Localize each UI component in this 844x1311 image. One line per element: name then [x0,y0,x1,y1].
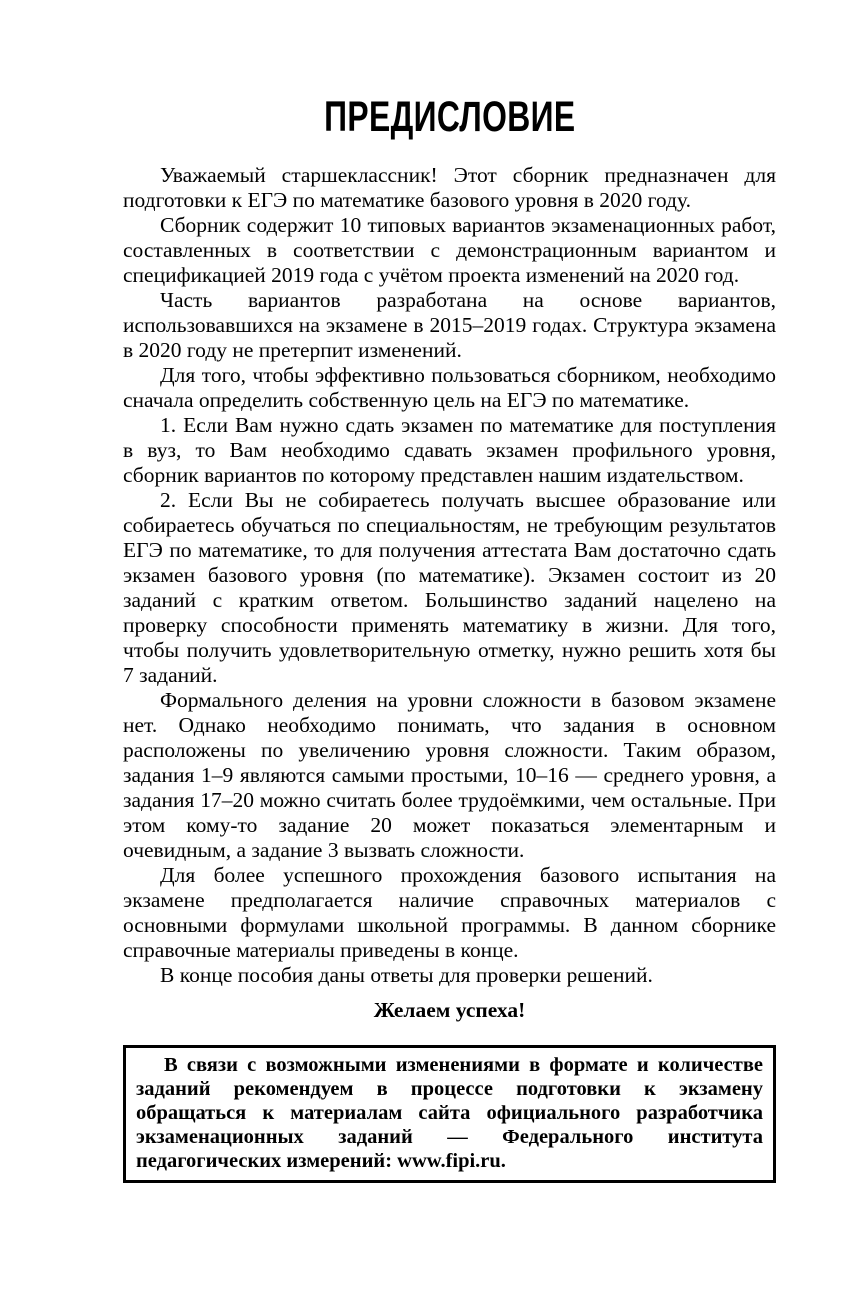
paragraph-structure: Часть вариантов разработана на основе вариантов, использовавшихся на экзамене в 2015–2019 годах. Структура экзамена в 2020 году не претерпит изменений. [123,288,776,362]
paragraph-intro: Уважаемый старшеклассник! Этот сборник предназначен для подготовки к ЕГЭ по математике базового уровня в 2020 году. [123,163,776,212]
preface-body [123,163,776,1023]
fipi-url: www.fipi.ru. [397,1150,506,1172]
paragraph-option-1: 1. Если Вам нужно сдать экзамен по математике для поступления в вуз, то Вам необходимо сдавать экзамен профильного уровня, сборник вариантов по которому представлен нашим издательством. [123,413,776,487]
preface-content [123,93,776,1183]
paragraph-option-2: 2. Если Вы не собираетесь получать высшее образование или собираетесь обучаться по специальностям, не требующим результатов ЕГЭ по математике, то для получения аттестата Вам достаточно сдать экзамен базового уровня (по математике). Экзамен состоит из 20 заданий с кратким ответом. Большинство заданий нацелено на проверку способности применять математику в жизни. Для того, чтобы получить удовлетворительную отметку, нужно решить хотя бы 7 заданий. [123,488,776,687]
paragraph-goal: Для того, чтобы эффективно пользоваться сборником, необходимо сначала определить собственную цель на ЕГЭ по математике. [123,363,776,412]
closing-wish: Желаем успеха! [373,998,526,1022]
paragraph-contents: Сборник содержит 10 типовых вариантов экзаменационных работ, составленных в соответствии с демонстрационным вариантом и спецификацией 2019 года с учётом проекта изменений на 2020 год. [123,213,776,287]
page-title [123,93,776,141]
notice-text-main: В связи с возможными изменениями в формате и количестве заданий рекомендуем в процессе подготовки к экзамену обращаться к материалам сайта официального разработчика экзаменационных заданий — Федерального института педагогических измерений: [136,1054,763,1172]
paragraph-answers: В конце пособия даны ответы для проверки решений. [160,963,653,987]
page-title-text: ПРЕДИСЛОВИЕ [323,93,576,141]
notice-box [123,1045,776,1183]
paragraph-reference: Для более успешного прохождения базового испытания на экзамене предполагается наличие справочных материалов с основными формулами школьной программы. В данном сборнике справочные материалы приведены в конце. [123,863,776,962]
notice-text [136,1053,763,1173]
paragraph-difficulty: Формального деления на уровни сложности в базовом экзамене нет. Однако необходимо понимать, что задания в основном расположены по увеличению уровня сложности. Таким образом, задания 1–9 являются самыми простыми, 10–16 — среднего уровня, а задания 17–20 можно считать более трудоёмкими, чем остальные. При этом кому-то задание 20 может показаться элементарным и очевидным, а задание 3 вызвать сложности. [123,688,776,862]
